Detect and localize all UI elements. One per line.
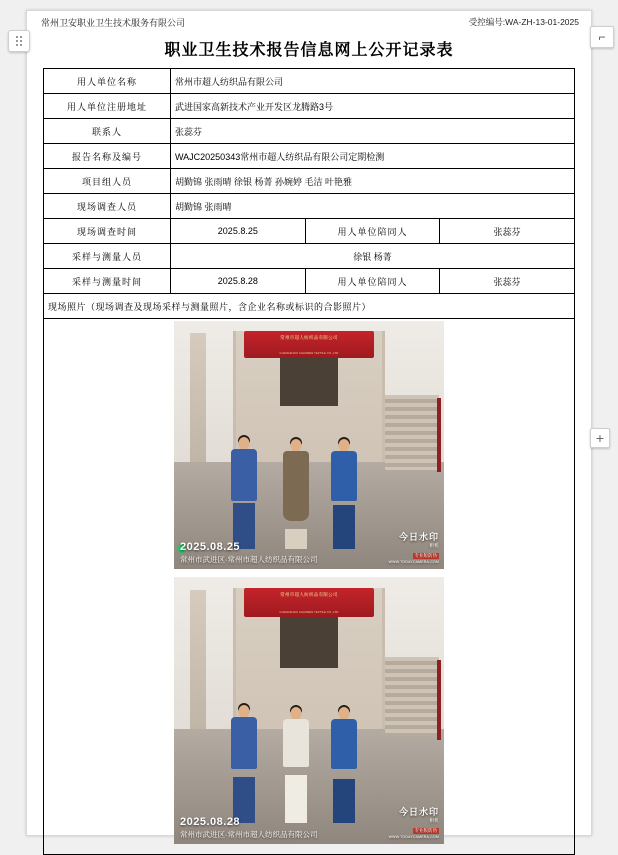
watermark-location: 常州市武进区·常州市超人纺织品有限公司 — [180, 554, 318, 564]
legs — [333, 779, 355, 823]
table-row-photo-header — [44, 294, 575, 319]
row-value: 徐银 杨菁 — [171, 244, 575, 269]
banner-company-name: 常州市超人纺织品有限公司 — [280, 334, 338, 340]
banner-company-pinyin: CHANGZHOU CHAOREN TEXTILE CO.,LTD — [279, 352, 339, 356]
row-label: 用人单位名称 — [44, 69, 171, 94]
staircase — [385, 395, 439, 469]
row-value: 常州市超人纺织品有限公司 — [171, 69, 575, 94]
torso — [331, 451, 357, 501]
grip-dots-icon — [16, 36, 22, 46]
plus-icon: + — [595, 430, 605, 446]
watermark-brand-tag: 专业版防伪 — [414, 553, 437, 558]
header-control-number: 受控编号:WA-ZH-13-01-2025 — [468, 17, 579, 27]
torso — [283, 451, 309, 521]
row-mid-value: 张蕊芬 — [440, 269, 575, 294]
row-value: 武进国家高新技术产业开发区龙腾路3号 — [171, 94, 575, 119]
row-label: 现场调查时间 — [44, 219, 171, 244]
legs — [333, 505, 355, 549]
photo-watermark — [180, 816, 318, 839]
watermark-brand — [389, 530, 439, 564]
row-mid-label: 用人单位陪同人 — [305, 269, 440, 294]
photo-section-header: 现场照片（现场调查及现场采样与测量照片，含企业名称或标识的合影照片） — [44, 294, 575, 319]
watermark-brand-name: 今日水印 — [398, 807, 439, 817]
corner-tool-button[interactable] — [590, 26, 614, 48]
table-row — [44, 69, 575, 94]
torso — [231, 449, 257, 501]
table-row — [44, 194, 575, 219]
row-label: 联系人 — [44, 119, 171, 144]
row-value: 张蕊芬 — [171, 119, 575, 144]
torso — [283, 719, 309, 767]
table-row — [44, 244, 575, 269]
site-photo-2 — [174, 577, 444, 844]
document-page — [26, 10, 592, 839]
watermark-date: 2025.08.25 — [180, 540, 241, 553]
row-label: 用人单位注册地址 — [44, 94, 171, 119]
handrail — [437, 398, 441, 472]
table-row — [44, 144, 575, 169]
table-row — [44, 219, 575, 244]
page-title: 职业卫生技术报告信息网上公开记录表 — [164, 42, 454, 59]
row-value: 2025.8.28 — [171, 269, 306, 294]
row-value: 胡勤锦 张雨晴 — [171, 194, 575, 219]
row-mid-value: 张蕊芬 — [440, 219, 575, 244]
watermark-brand-sub: 相机 — [429, 818, 439, 823]
watermark-date: 2025.08.28 — [180, 815, 241, 828]
doorway — [280, 352, 338, 406]
watermark-brand-tag: 专业版防伪 — [414, 828, 437, 833]
photo-watermark — [180, 541, 318, 564]
row-label: 项目组人员 — [44, 169, 171, 194]
watermark-brand-sub: 相机 — [429, 543, 439, 548]
banner-company-pinyin: CHANGZHOU CHAOREN TEXTILE CO.,LTD — [279, 611, 339, 615]
page-header — [27, 11, 591, 33]
torso — [331, 719, 357, 769]
photo-scene — [174, 577, 444, 844]
row-label: 报告名称及编号 — [44, 144, 171, 169]
handrail — [437, 660, 441, 740]
drag-handle-button[interactable] — [8, 30, 30, 52]
row-value: 2025.8.25 — [171, 219, 306, 244]
company-banner — [244, 588, 374, 617]
row-label: 现场调查人员 — [44, 194, 171, 219]
torso — [231, 717, 257, 769]
banner-company-name: 常州市超人纺织品有限公司 — [280, 591, 338, 597]
row-label: 采样与测量人员 — [44, 244, 171, 269]
table-row — [44, 94, 575, 119]
photo-cell — [44, 319, 575, 855]
table-row — [44, 169, 575, 194]
pillar — [190, 333, 206, 462]
row-label: 采样与测量时间 — [44, 269, 171, 294]
site-photo-1 — [174, 321, 444, 569]
table-row — [44, 269, 575, 294]
row-mid-label: 用人单位陪同人 — [305, 219, 440, 244]
row-value: 胡勤锦 张雨晴 徐银 杨菁 孙婉婷 毛洁 叶艳雅 — [171, 169, 575, 194]
company-banner — [244, 331, 374, 358]
watermark-brand-url: WWW.TODAYCAMERA.COM — [388, 560, 439, 564]
row-value: WAJC20250343常州市超人纺织品有限公司定期检测 — [171, 144, 575, 169]
corner-icon: ⌐ — [598, 30, 606, 44]
doorway — [280, 610, 338, 668]
record-table — [43, 68, 575, 855]
watermark-brand-name: 今日水印 — [398, 532, 439, 542]
pillar — [190, 590, 206, 729]
watermark-location: 常州市武进区·常州市超人纺织品有限公司 — [180, 829, 318, 839]
staircase — [385, 657, 439, 737]
watermark-brand — [389, 805, 439, 839]
header-company-name: 常州卫安职业卫生技术服务有限公司 — [41, 18, 186, 28]
table-row — [44, 119, 575, 144]
table-row-photos — [44, 319, 575, 855]
watermark-brand-url: WWW.TODAYCAMERA.COM — [388, 835, 439, 839]
zoom-in-button[interactable] — [590, 428, 610, 448]
